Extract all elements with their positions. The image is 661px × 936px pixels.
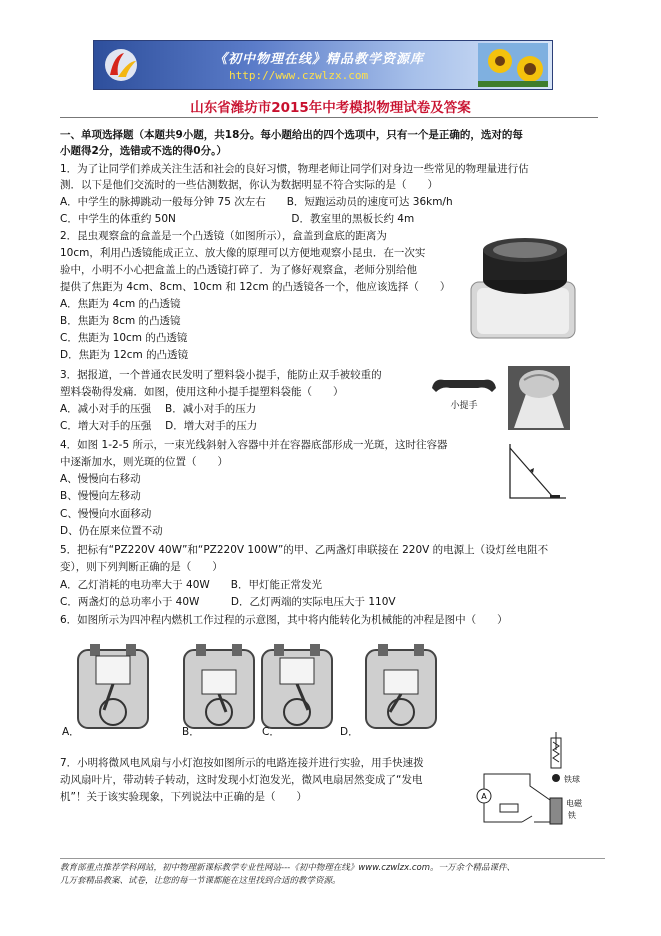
q5-options-ab: A．乙灯消耗的电功率大于 40W B．甲灯能正常发光 bbox=[60, 579, 322, 591]
title-divider bbox=[60, 117, 598, 118]
q1-stem-line-2: 测．以下是他们交流时的一些估测数据，你认为数据明显不符合实际的是（ ） bbox=[60, 179, 438, 191]
q3-options-ab: A．减小对手的压强 B．减小对手的压力 bbox=[60, 403, 257, 415]
footer-line-2: 几万套精品教案、试卷，让您的每一节课都能在这里找到合适的教学资源。 bbox=[60, 876, 341, 886]
banner-url[interactable]: http://www.czwlzx.com bbox=[229, 69, 369, 82]
q2-option-d: D．焦距为 12cm 的凸透镜 bbox=[60, 349, 189, 361]
q4-option-a: A、慢慢向右移动 bbox=[60, 473, 141, 485]
q2-option-a: A．焦距为 4cm 的凸透镜 bbox=[60, 298, 181, 310]
banner-title: 《初中物理在线》精品教学资源库 bbox=[214, 52, 425, 67]
engine-label-a: A． bbox=[62, 726, 80, 738]
site-banner bbox=[93, 40, 553, 90]
plastic-bag-handle-figure bbox=[428, 374, 500, 418]
insect-observation-box-figure bbox=[463, 232, 583, 344]
q4-stem-line-1: 4．如图 1-2-5 所示，一束光线斜射入容器中并在容器底部形成一光斑，这时往容器 bbox=[60, 439, 448, 451]
q2-stem-line-3: 验中，小明不小心把盒盖上的凸透镜打碎了．为了修好观察盒，老师分别给他 bbox=[60, 264, 417, 276]
light-ray-container-figure bbox=[500, 440, 570, 502]
q3-options-cd: C．增大对手的压强 D．增大对手的压力 bbox=[60, 420, 258, 432]
q7-stem-line-3: 机”！关于该实验现象，下列说法中正确的是（ ） bbox=[60, 791, 307, 803]
q4-option-b: B、慢慢向左移动 bbox=[60, 490, 141, 502]
q7-stem-line-2: 动风扇叶片，带动转子转动，这时发现小灯泡发光，微风电扇居然变成了“发电 bbox=[60, 774, 423, 786]
engine-stroke-c bbox=[256, 640, 338, 732]
q4-stem-line-2: 中逐渐加水，则光斑的位置（ ） bbox=[60, 456, 228, 468]
q4-option-d: D、仍在原来位置不动 bbox=[60, 525, 163, 537]
q5-stem-line-1: 5．把标有“PZ220V 40W”和“PZ220V 100W”的甲、乙两盏灯串联接在 220V 的电源上（设灯丝电阻不 bbox=[60, 544, 549, 556]
q2-stem-line-4: 提供了焦距为 4cm、8cm、10cm 和 12cm 的凸透镜各一个，他应该选择（ ） bbox=[60, 281, 451, 293]
handle-label: 小提手 bbox=[450, 401, 478, 411]
q4-option-c: C、慢慢向水面移动 bbox=[60, 508, 152, 520]
hand-lifting-bag-figure bbox=[508, 366, 570, 430]
footer-divider bbox=[60, 858, 605, 859]
engine-stroke-a bbox=[72, 640, 154, 732]
q2-option-b: B．焦距为 8cm 的凸透镜 bbox=[60, 315, 181, 327]
engine-label-b: B． bbox=[182, 726, 200, 738]
section-heading-line-2: 小题得2分，选错或不选的得0分。） bbox=[60, 145, 227, 157]
sunflower-icon bbox=[478, 43, 548, 87]
q1-stem-line-1: 1．为了让同学们养成关注生活和社会的良好习惯，物理老师让同学们对身边一些常见的物理量进行估 bbox=[60, 163, 529, 175]
document-title: 山东省潍坊市2015年中考模拟物理试卷及答案 bbox=[190, 100, 471, 116]
engine-label-d: D． bbox=[340, 726, 359, 738]
q1-options-cd: C．中学生的体重约 50N D．教室里的黑板长约 4m bbox=[60, 213, 415, 225]
engine-strokes-figure bbox=[60, 640, 460, 740]
magnet-label-1: 电磁 bbox=[566, 799, 582, 808]
page-footer bbox=[60, 862, 605, 888]
q3-stem-line-1: 3．据报道，一个普通农民发明了塑料袋小提手，能防止双手被较重的 bbox=[60, 369, 382, 381]
q7-stem-line-1: 7．小明将微风电风扇与小灯泡按如图所示的电路连接并进行实验，用手快速拨 bbox=[60, 757, 424, 769]
magnet-label-2: 铁 bbox=[568, 811, 576, 820]
q2-stem-line-2: 10cm，利用凸透镜能成正立、放大像的原理可以方便地观察小昆虫．在一次实 bbox=[60, 247, 426, 259]
ammeter-label: A bbox=[481, 792, 487, 801]
q6-stem: 6．如图所示为四冲程内燃机工作过程的示意图，其中将内能转化为机械能的冲程是图中（ ） bbox=[60, 614, 508, 626]
q2-option-c: C．焦距为 10cm 的凸透镜 bbox=[60, 332, 188, 344]
engine-label-c: C． bbox=[262, 726, 280, 738]
q2-stem-line-1: 2．昆虫观察盒的盒盖是一个凸透镜（如图所示），盒盖到盒底的距离为 bbox=[60, 230, 387, 242]
q3-stem-line-2: 塑料袋勒得发痛．如图，使用这种小提手提塑料袋能（ ） bbox=[60, 386, 344, 398]
engine-stroke-b bbox=[178, 640, 260, 732]
q5-options-cd: C．两盏灯的总功率小于 40W D．乙灯两端的实际电压大于 110V bbox=[60, 596, 396, 608]
q1-options-ab: A．中学生的脉搏跳动一般每分钟 75 次左右 B．短跑运动员的速度可达 36km/h bbox=[60, 196, 453, 208]
site-logo-icon bbox=[102, 47, 140, 83]
ball-label: 铁球 bbox=[564, 775, 580, 784]
fan-generator-circuit-figure bbox=[470, 730, 590, 830]
engine-stroke-d bbox=[360, 640, 442, 732]
q5-stem-line-2: 变），则下列判断正确的是（ ） bbox=[60, 561, 223, 573]
section-heading-line-1: 一、单项选择题（本题共9小题，共18分。每小题给出的四个选项中，只有一个是正确的，选对的每 bbox=[60, 129, 523, 141]
footer-line-1: 教育部重点推荐学科网站，初中物理新课标教学专业性网站---《初中物理在线》www.czwlzx.com。一万余个精品课件、 bbox=[60, 863, 516, 873]
